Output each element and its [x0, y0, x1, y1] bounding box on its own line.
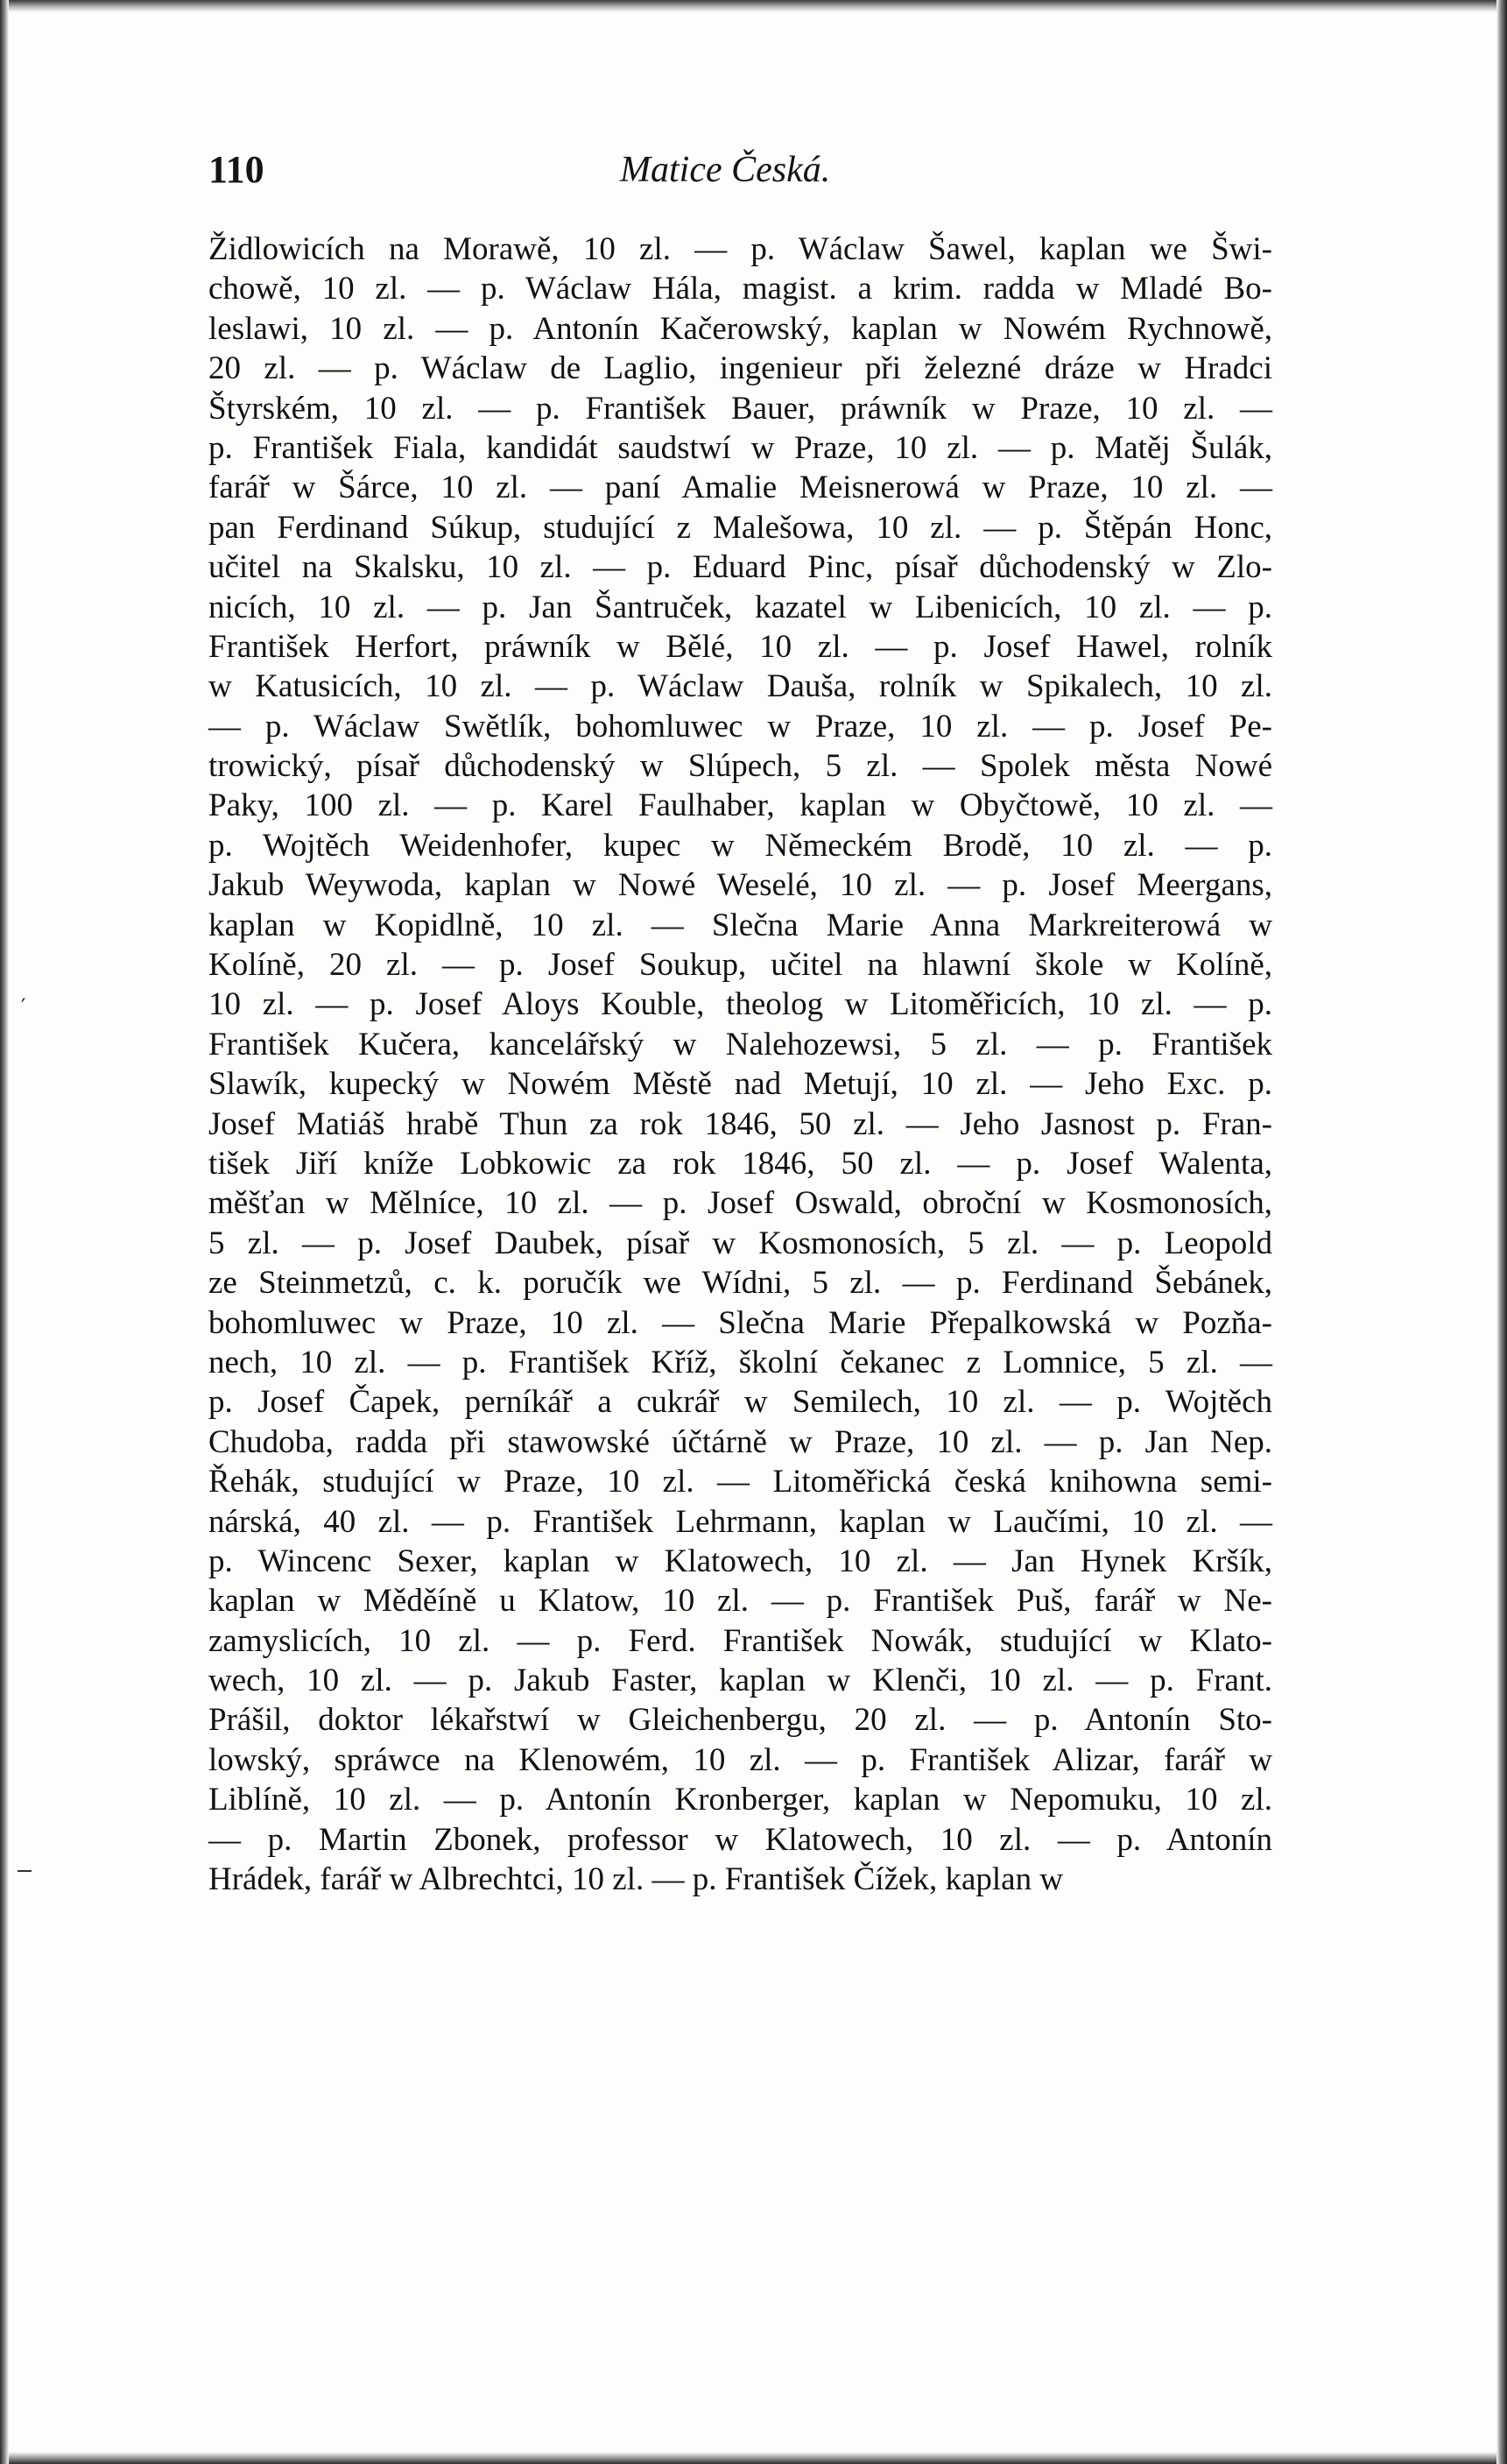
margin-mark-icon: ′	[21, 994, 26, 1019]
text-line: pan Ferdinand Súkup, studující z Malešowa, 10 zl. — p. Štěpán Honc,	[208, 509, 1272, 546]
text-line: František Herfort, práwník w Bělé, 10 zl. — p. Josef Hawel, rolník	[208, 628, 1272, 665]
page-number: 110	[208, 148, 264, 191]
text-line: lowský, spráwce na Klenowém, 10 zl. — p. František Alizar, farář w	[208, 1741, 1272, 1778]
text-line: zamyslicích, 10 zl. — p. Ferd. František Nowák, studující w Klato-	[208, 1622, 1272, 1659]
text-line: učitel na Skalsku, 10 zl. — p. Eduard Pinc, písař důchodenský w Zlo-	[208, 549, 1272, 586]
text-line: Paky, 100 zl. — p. Karel Faulhaber, kaplan w Obyčtowě, 10 zl. —	[208, 787, 1272, 824]
text-line: chowě, 10 zl. — p. Wáclaw Hála, magist. a krim. radda w Mladé Bo-	[208, 271, 1272, 307]
text-line: Řehák, studující w Praze, 10 zl. — Litoměřická česká knihowna semi-	[208, 1464, 1272, 1500]
text-line: Hrádek, farář w Albrechtci, 10 zl. — p. František Čížek, kaplan w	[208, 1861, 1064, 1898]
text-line: 5 zl. — p. Josef Daubek, písař w Kosmonosích, 5 zl. — p. Leopold	[208, 1225, 1272, 1261]
text-line: Liblíně, 10 zl. — p. Antonín Kronberger, kaplan w Nepomuku, 10 zl.	[208, 1782, 1272, 1818]
text-line: kaplan w Kopidlně, 10 zl. — Slečna Marie Anna Markreiterowá w	[208, 907, 1272, 943]
body-text	[208, 229, 1272, 1899]
page-header	[208, 147, 1277, 208]
text-line: nicích, 10 zl. — p. Jan Šantruček, kazatel w Libenicích, 10 zl. — p.	[208, 589, 1272, 625]
page-edge-top	[0, 0, 1507, 12]
text-line: Slawík, kupecký w Nowém Městě nad Metují, 10 zl. — Jeho Exc. p.	[208, 1066, 1272, 1103]
text-line: kaplan w Měděíně u Klatow, 10 zl. — p. František Puš, farář w Ne-	[208, 1583, 1272, 1620]
page-edge-bottom	[0, 2452, 1507, 2464]
text-line: — p. Martin Zbonek, professor w Klatowech, 10 zl. — p. Antonín	[208, 1821, 1272, 1858]
text-line: Štyrském, 10 zl. — p. František Bauer, práwník w Praze, 10 zl. —	[208, 390, 1272, 427]
text-line: — p. Wáclaw Swětlík, bohomluwec w Praze, 10 zl. — p. Josef Pe-	[208, 708, 1272, 745]
text-line: Kolíně, 20 zl. — p. Josef Soukup, učitel na hlawní škole w Kolíně,	[208, 947, 1272, 984]
text-line: p. František Fiala, kandidát saudstwí w Praze, 10 zl. — p. Matěj Šulák,	[208, 429, 1272, 466]
text-line: 20 zl. — p. Wáclaw de Laglio, ingenieur při železné dráze w Hradci	[208, 350, 1272, 387]
text-line: měšťan w Mělníce, 10 zl. — p. Josef Oswald, obroční w Kosmonosích,	[208, 1185, 1272, 1222]
text-line: p. Wincenc Sexer, kaplan w Klatowech, 10 zl. — Jan Hynek Kršík,	[208, 1543, 1272, 1579]
text-line: trowický, písař důchodenský w Slúpech, 5 zl. — Spolek města Nowé	[208, 748, 1272, 785]
page-edge-left	[0, 0, 9, 2464]
text-line: farář w Šárce, 10 zl. — paní Amalie Meisnerowá w Praze, 10 zl. —	[208, 470, 1272, 506]
text-line: Chudoba, radda při stawowské účtárně w Praze, 10 zl. — p. Jan Nep.	[208, 1423, 1272, 1460]
text-line: bohomluwec w Praze, 10 zl. — Slečna Marie Přepalkowská w Pozňa-	[208, 1304, 1272, 1341]
text-line: Prášil, doktor lékařstwí w Gleichenbergu, 20 zl. — p. Antonín Sto-	[208, 1702, 1272, 1739]
text-line: leslawi, 10 zl. — p. Antonín Kačerowský, kaplan w Nowém Rychnowě,	[208, 310, 1272, 347]
text-line: 10 zl. — p. Josef Aloys Kouble, theolog w Litoměřicích, 10 zl. — p.	[208, 986, 1272, 1023]
text-line: ze Steinmetzů, c. k. poručík we Wídni, 5 zl. — p. Ferdinand Šebánek,	[208, 1265, 1272, 1302]
text-line: Josef Matiáš hrabě Thun za rok 1846, 50 zl. — Jeho Jasnost p. Fran-	[208, 1105, 1272, 1142]
text-line: nech, 10 zl. — p. František Kříž, školní čekanec z Lomnice, 5 zl. —	[208, 1344, 1272, 1380]
page-edge-right	[1496, 0, 1507, 2464]
margin-dash-icon	[18, 1870, 32, 1872]
text-line: p. Josef Čapek, perníkář a cukrář w Semilech, 10 zl. — p. Wojtěch	[208, 1384, 1272, 1421]
text-line: w Katusicích, 10 zl. — p. Wáclaw Dauša, rolník w Spikalech, 10 zl.	[208, 668, 1272, 705]
running-title: Matice Česká.	[620, 150, 831, 190]
text-line: nárská, 40 zl. — p. František Lehrmann, kaplan w Laučími, 10 zl. —	[208, 1503, 1272, 1540]
text-line: František Kučera, kancelářský w Nalehozewsi, 5 zl. — p. František	[208, 1026, 1272, 1063]
text-line: Jakub Weywoda, kaplan w Nowé Weselé, 10 zl. — p. Josef Meergans,	[208, 867, 1272, 904]
text-line: Židlowicích na Morawě, 10 zl. — p. Wáclaw Šawel, kaplan we Šwi-	[208, 231, 1272, 267]
text-line: wech, 10 zl. — p. Jakub Faster, kaplan w Klenči, 10 zl. — p. Frant.	[208, 1663, 1272, 1699]
text-line: p. Wojtěch Weidenhofer, kupec w Německém Brodě, 10 zl. — p.	[208, 827, 1272, 864]
text-line: tišek Jiří kníže Lobkowic za rok 1846, 50 zl. — p. Josef Walenta,	[208, 1145, 1272, 1182]
